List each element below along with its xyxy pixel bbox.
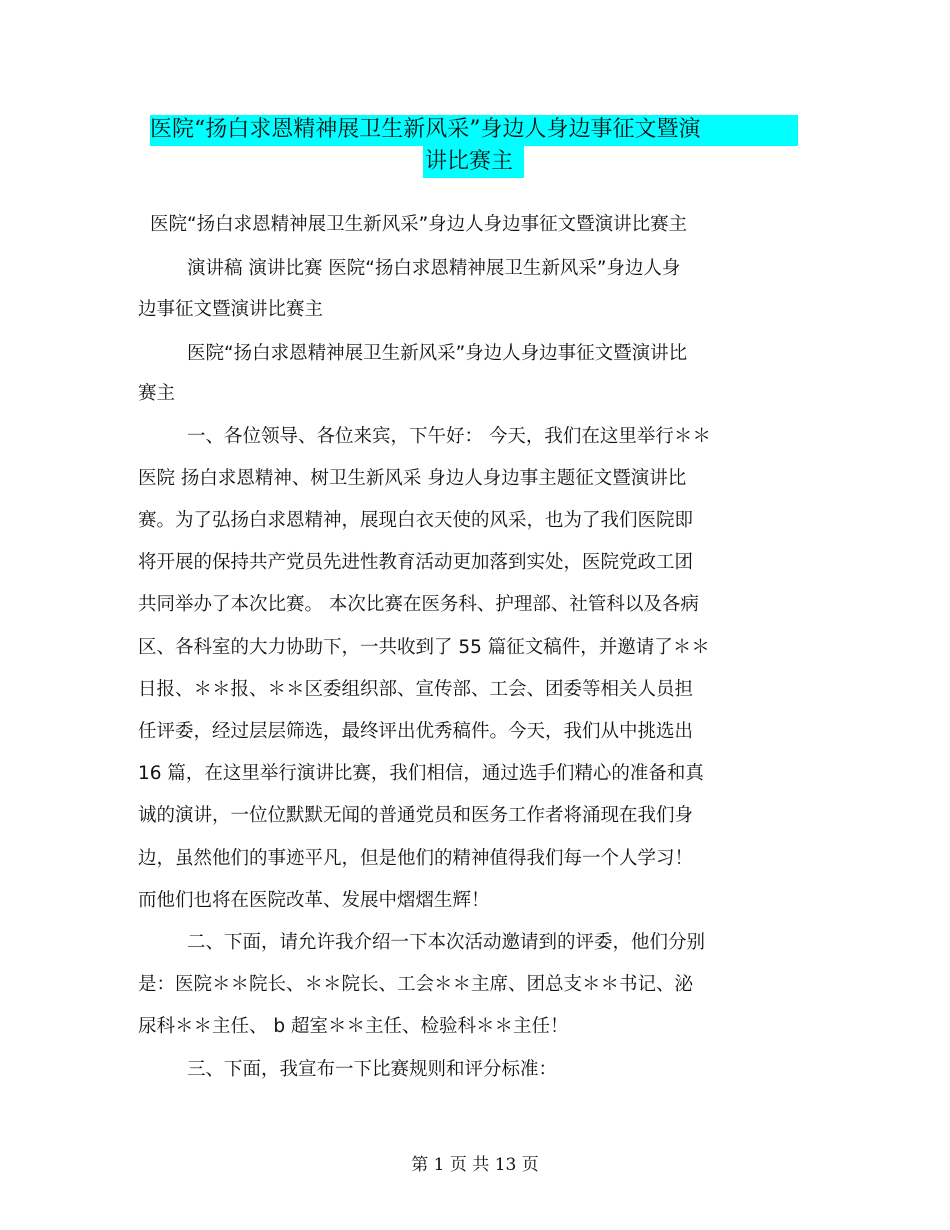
body-line: 区、各科室的大力协助下，一共收到了 55 篇征文稿件，并邀请了＊＊ bbox=[138, 637, 710, 658]
body-line: 医院“扬白求恩精神展卫生新风采”身边人身边事征文暨演讲比 bbox=[187, 343, 688, 364]
document-title-line1: 医院“扬白求恩精神展卫生新风采”身边人身边事征文暨演 bbox=[150, 117, 701, 142]
body-line: 16 篇，在这里举行演讲比赛，我们相信，通过选手们精心的准备和真 bbox=[138, 763, 704, 784]
document-title-line2: 讲比赛主 bbox=[425, 149, 514, 174]
body-line: 二、下面，请允许我介绍一下本次活动邀请到的评委，他们分别 bbox=[187, 932, 706, 953]
body-line: 诚的演讲，一位位默默无闻的普通党员和医务工作者将涌现在我们身 bbox=[138, 805, 694, 826]
body-line: 边事征文暨演讲比赛主 bbox=[138, 299, 324, 320]
body-line: 赛主 bbox=[138, 383, 176, 404]
page-footer: 第 1 页 共 13 页 bbox=[411, 1155, 539, 1175]
body-line: 演讲稿 演讲比赛 医院“扬白求恩精神展卫生新风采”身边人身 bbox=[187, 258, 681, 279]
body-line: 医院“扬白求恩精神展卫生新风采”身边人身边事征文暨演讲比赛主 bbox=[150, 214, 688, 235]
body-line: 赛。为了弘扬白求恩精神，展现白衣天使的风采，也为了我们医院即 bbox=[138, 510, 694, 531]
body-line: 任评委，经过层层筛选，最终评出优秀稿件。今天，我们从中挑选出 bbox=[138, 721, 694, 742]
body-line: 边，虽然他们的事迹平凡，但是他们的精神值得我们每一个人学习！ bbox=[138, 848, 694, 869]
body-line: 尿科＊＊主任、 b 超室＊＊主任、检验科＊＊主任！ bbox=[138, 1016, 569, 1037]
body-line: 一、各位领导、各位来宾，下午好： 今天，我们在这里举行＊＊ bbox=[187, 426, 711, 447]
body-line: 是：医院＊＊院长、＊＊院长、工会＊＊主席、团总支＊＊书记、泌 bbox=[138, 974, 694, 995]
body-line: 医院 扬白求恩精神、树卫生新风采 身边人身边事主题征文暨演讲比 bbox=[138, 468, 687, 489]
body-line: 而他们也将在医院改革、发展中熠熠生辉！ bbox=[138, 890, 490, 911]
body-line: 共同举办了本次比赛。 本次比赛在医务科、护理部、社管科以及各病 bbox=[138, 594, 699, 615]
body-line: 日报、＊＊报、＊＊区委组织部、宣传部、工会、团委等相关人员担 bbox=[138, 679, 694, 700]
body-line: 三、下面，我宣布一下比赛规则和评分标准： bbox=[187, 1059, 558, 1080]
body-line: 将开展的保持共产党员先进性教育活动更加落到实处，医院党政工团 bbox=[138, 552, 694, 573]
